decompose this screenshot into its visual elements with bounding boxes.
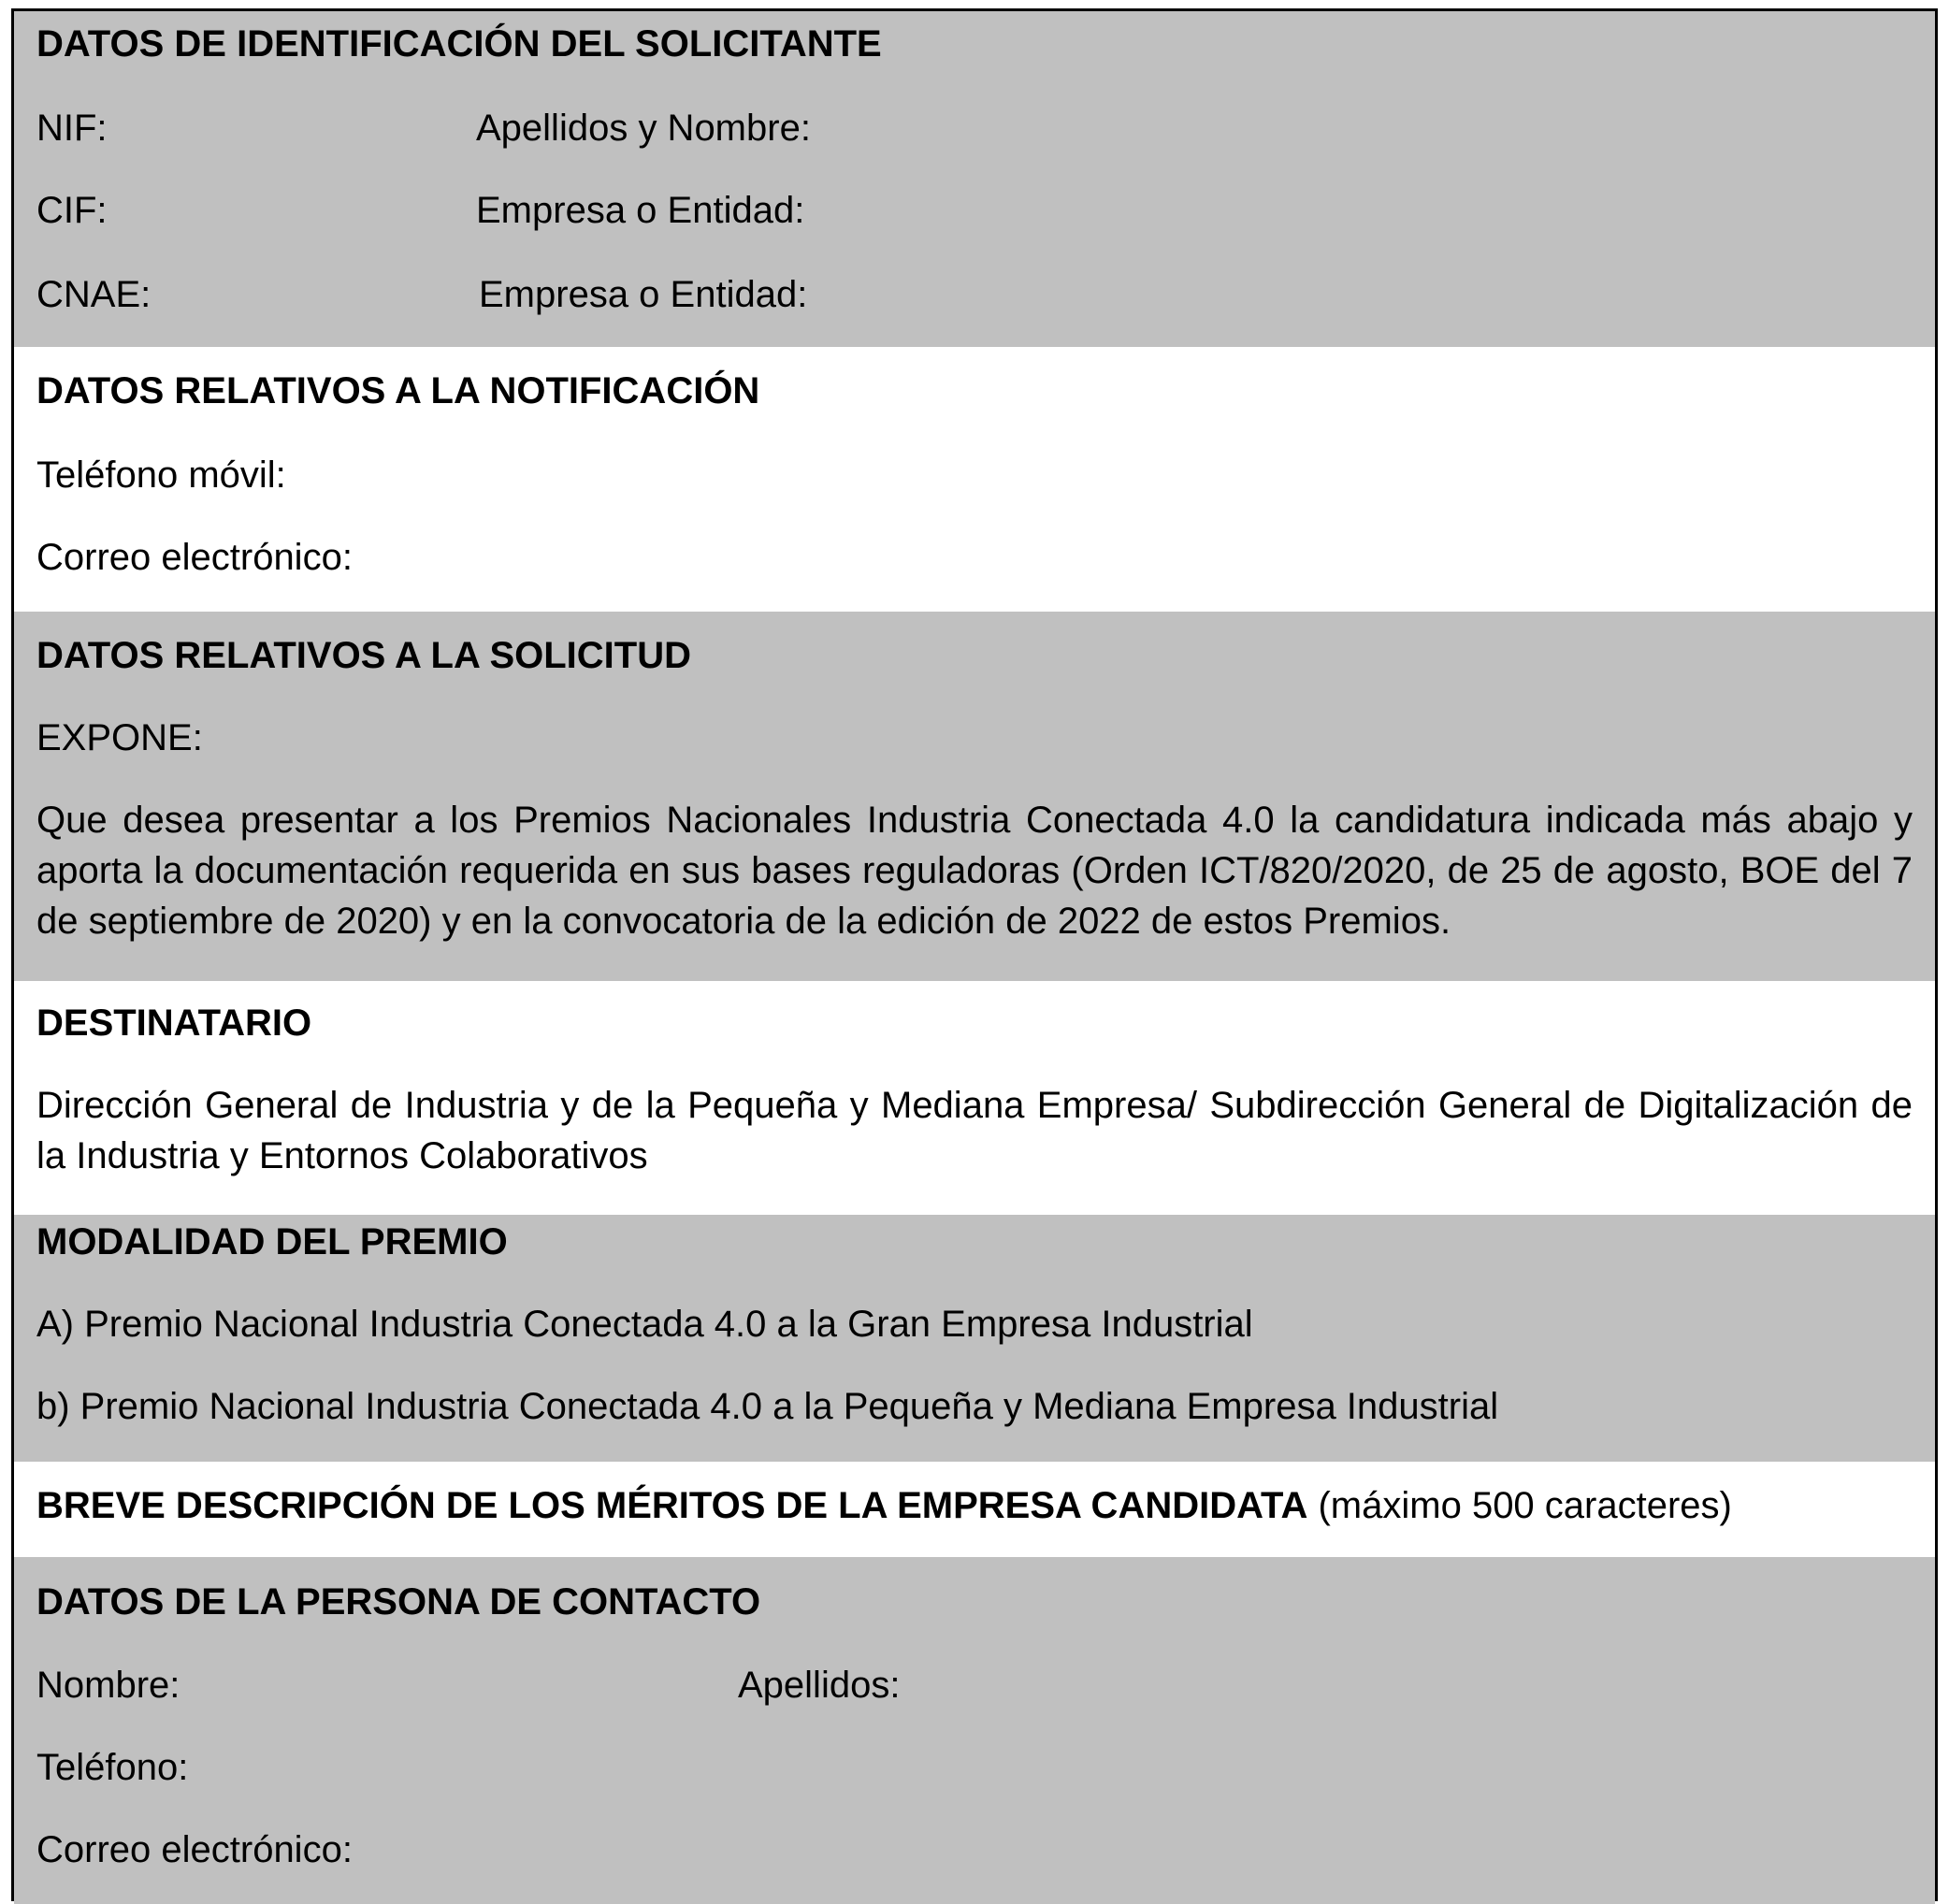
company-label: Empresa o Entidad: (476, 190, 805, 231)
award-option-a: A) Premio Nacional Industria Conectada 4.0 a la Gran Empresa Industrial (36, 1304, 1253, 1345)
cnae-label: CNAE: (36, 274, 152, 315)
recipient-title: DESTINATARIO (36, 1002, 312, 1044)
merits-section (14, 1462, 1935, 1557)
expone-label: EXPONE: (36, 717, 203, 758)
contact-last-name-label: Apellidos: (738, 1665, 901, 1706)
company-label-2: Empresa o Entidad: (479, 274, 808, 315)
contact-title: DATOS DE LA PERSONA DE CONTACTO (36, 1581, 761, 1623)
recipient-section (14, 981, 1935, 1215)
request-statement: Que desea presentar a los Premios Nacionales Industria Conectada 4.0 la candidatura indicada más abajo y aporta la documentación requerida en sus bases reguladoras (Orden ICT/820/2020, de 25 de agosto, BOE del 7 de septiembre de 2020) y en la convocatoria de la edición de 2022 de estos Premios. (36, 800, 1913, 942)
award-section (14, 1215, 1935, 1462)
merits-title: BREVE DESCRIPCIÓN DE LOS MÉRITOS DE LA EMPRESA CANDIDATA (36, 1485, 1308, 1526)
award-title: MODALIDAD DEL PREMIO (36, 1221, 508, 1262)
award-option-b: b) Premio Nacional Industria Conectada 4.0 a la Pequeña y Mediana Empresa Industrial (36, 1386, 1499, 1427)
contact-email-label: Correo electrónico: (36, 1829, 353, 1870)
email-label: Correo electrónico: (36, 537, 353, 578)
cif-label: CIF: (36, 190, 108, 231)
contact-first-name-label: Nombre: (36, 1665, 180, 1706)
name-label: Apellidos y Nombre: (476, 108, 811, 149)
request-title: DATOS RELATIVOS A LA SOLICITUD (36, 635, 691, 676)
merits-note: (máximo 500 caracteres) (1307, 1485, 1732, 1526)
mobile-label: Teléfono móvil: (36, 454, 286, 496)
application-form (11, 8, 1938, 1901)
applicant-section (14, 11, 1935, 347)
contact-section (14, 1557, 1935, 1904)
applicant-title: DATOS DE IDENTIFICACIÓN DEL SOLICITANTE (36, 23, 882, 65)
merits-heading (36, 1480, 1732, 1531)
request-section (14, 612, 1935, 981)
recipient-text: Dirección General de Industria y de la Pequeña y Mediana Empresa/ Subdirección General de Digitalización de la Industria y Entornos Colaborativos (36, 1085, 1913, 1176)
contact-phone-label: Teléfono: (36, 1747, 189, 1788)
notification-title: DATOS RELATIVOS A LA NOTIFICACIÓN (36, 370, 760, 411)
nif-label: NIF: (36, 108, 108, 149)
notification-section (14, 347, 1935, 612)
